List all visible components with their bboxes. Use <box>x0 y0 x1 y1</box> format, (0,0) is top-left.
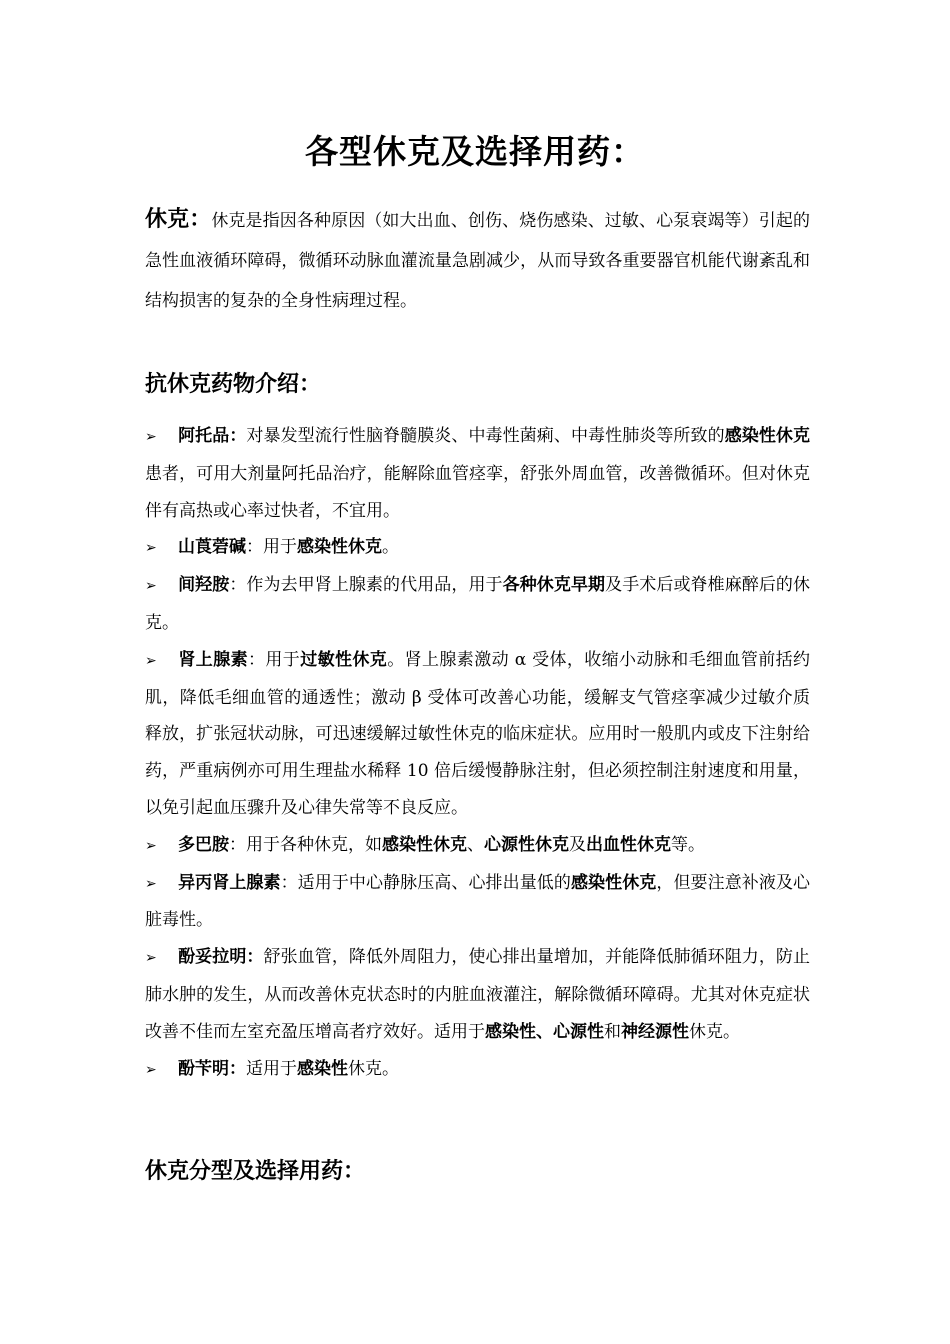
bullet-arrow-icon: ➢ <box>145 837 157 854</box>
drug-name: 异丙肾上腺素 <box>178 872 281 893</box>
shock-definition-text: 休克是指因各种原因（如大出血、创伤、烧伤感染、过敏、心泵衰竭等）引起的急性血液循环障碍，微循环动脉血灌流量急剧减少，从而导致各重要器官机能代谢紊乱和结构损害的复杂的全身性病理过程。 <box>145 211 810 311</box>
bullet-arrow-icon: ➢ <box>145 875 157 892</box>
drug-text: 。 <box>382 537 399 558</box>
drug-text: 患者，可用大剂量阿托品治疗，能解除血管痉挛，舒张外周血管，改善微循环。但对休克伴有高热或心率过快者，不宜用。 <box>145 463 810 521</box>
drug-emphasis: 过敏性休克 <box>300 649 388 670</box>
list-item-anisodamine <box>145 529 810 567</box>
drug-name: 阿托品： <box>178 426 247 446</box>
bullet-arrow-icon: ➢ <box>145 429 157 445</box>
drug-emphasis: 各种休克早期 <box>502 575 606 596</box>
bullet-arrow-icon: ➢ <box>145 950 157 967</box>
drug-text: 。肾上腺素激动 α 受体，收缩小动脉和毛细血管前括约肌，降低毛细血管的通透性；激动 β 受体可改善心功能，缓解支气管痉挛减少过敏介质释放，扩张冠状动脉，可迅速缓解过敏性休克的临床症状。应用时一般肌内或皮下注射给药，严重病例亦可用生理盐水稀释 10 倍后缓慢静脉注射，但必须控制注射速度和用量，以免引起血压骤升及心律失常等不良反应。 <box>145 649 811 818</box>
drug-name: 间羟胺 <box>178 575 230 596</box>
drug-emphasis: 感染性、心源性 <box>485 1021 604 1042</box>
drug-text: ：用于 <box>246 537 297 558</box>
shock-definition-lead: 休克： <box>145 207 212 232</box>
document-title: 各型休克及选择用药： <box>305 132 645 171</box>
drug-name: 肾上腺素 <box>178 649 248 670</box>
drug-text: ，但要注意补液及心脏毒性。 <box>145 872 811 931</box>
drug-emphasis: 感染性 <box>297 1058 348 1079</box>
drug-emphasis: 出血性休克 <box>586 834 671 855</box>
drug-text: 、 <box>467 834 484 855</box>
drug-emphasis: 感染性休克 <box>570 872 657 893</box>
drug-text: ：作为去甲肾上腺素的代用品，用于 <box>229 575 503 596</box>
drug-text: 适用于 <box>246 1058 297 1079</box>
drug-emphasis: 感染性休克 <box>297 537 382 558</box>
drug-text: 休克。 <box>348 1058 399 1079</box>
drug-text: ：用于 <box>248 649 301 670</box>
list-item-phentolamine <box>145 939 810 1050</box>
drug-text: 休克。 <box>689 1021 740 1042</box>
drug-emphasis: 感染性休克 <box>382 834 467 855</box>
drug-name: 多巴胺 <box>178 834 229 855</box>
bullet-arrow-icon: ➢ <box>145 540 157 557</box>
drug-text: 对暴发型流行性脑脊髓膜炎、中毒性菌痢、中毒性肺炎等所致的 <box>246 426 725 446</box>
shock-definition-paragraph <box>145 200 810 321</box>
section-heading-shock-types: 休克分型及选择用药： <box>145 1159 366 1184</box>
bullet-arrow-icon: ➢ <box>145 652 157 669</box>
drug-text: 舒张血管，降低外周阻力，使心排出量增加，并能降低肺循环阻力，防止肺水肿的发生，从而改善休克状态时的内脏血液灌注，解除微循环障碍。尤其对休克症状改善不佳而左室充盈压增高者疗效好。适用于 <box>145 947 811 1042</box>
drug-list <box>145 418 810 1088</box>
drug-emphasis: 感染性休克 <box>724 426 811 446</box>
drug-text: 及 <box>569 834 586 855</box>
drug-text: ：适用于中心静脉压高、心排出量低的 <box>280 872 571 893</box>
list-item-dopamine <box>145 827 810 865</box>
drug-name: 山莨菪碱 <box>178 537 246 558</box>
bullet-arrow-icon: ➢ <box>145 1061 157 1078</box>
drug-text: 和 <box>604 1021 621 1042</box>
section-heading-anti-shock-drugs: 抗休克药物介绍： <box>145 372 322 397</box>
drug-text: ：用于各种休克，如 <box>229 834 382 855</box>
list-item-phenoxybenzamine <box>145 1051 810 1089</box>
list-item-metaraminol <box>145 567 810 642</box>
list-item-atropine <box>145 418 810 529</box>
list-item-epinephrine <box>145 642 810 827</box>
drug-name: 酚苄明： <box>178 1058 246 1079</box>
drug-emphasis: 神经源性 <box>621 1021 689 1042</box>
list-item-isoprenaline <box>145 865 810 940</box>
drug-emphasis: 心源性休克 <box>484 834 569 855</box>
bullet-arrow-icon: ➢ <box>145 578 157 595</box>
drug-name: 酚妥拉明： <box>178 947 264 968</box>
drug-text: 等。 <box>671 834 705 855</box>
drug-text: 及手术后或脊椎麻醉后的休克。 <box>145 575 811 633</box>
